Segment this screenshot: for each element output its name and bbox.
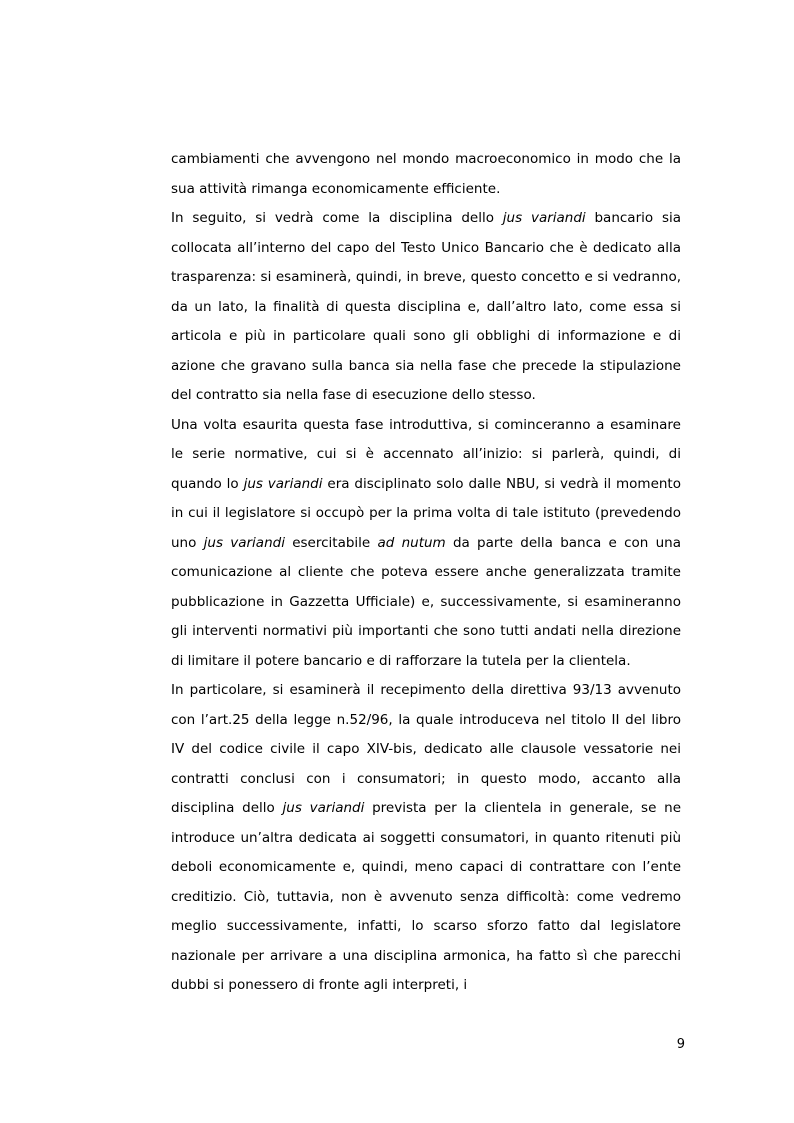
italic-term: jus variandi (243, 475, 323, 492)
text-run: Una volta esaurita questa fase introduttiva, si cominceranno a esaminare le serie normative, cui si è accennato all’inizio: si parlerà, quindi, di quando lo (171, 416, 681, 492)
paragraph (171, 145, 681, 204)
page-number: 9 (676, 1037, 685, 1052)
paragraph (171, 204, 681, 411)
italic-term: jus variandi (282, 800, 365, 816)
text-run: In particolare, si esaminerà il recepimento della direttiva 93/13 avvenuto con l’art.25 della legge n.52/96, la quale introduceva nel titolo II del libro IV del codice civile il capo XIV-bis, dedicato alle clausole vessatorie nei contratti conclusi con i consumatori; in questo modo, accanto alla disciplina dello (171, 682, 681, 816)
italic-term: jus variandi (203, 534, 285, 551)
text-run: da parte della banca e con una comunicazione al cliente che poteva essere anche generalizzata tramite pubblicazione in Gazzetta Ufficiale) e, successivamente, si esamineranno gli interventi normativi più importanti che sono tutti andati nella direzione di limitare il potere bancario e di rafforzare la tutela per la clientela. (171, 534, 682, 669)
text-run: bancario sia collocata all’interno del capo del Testo Unico Bancario che è dedicato alla trasparenza: si esaminerà, quindi, in breve, questo concetto e si vedranno, da un lato, la finalità di questa disciplina e, dall’altro lato, come essa si articola e più in particolare quali sono gli obblighi di informazione e di azione che gravano sulla banca sia nella fase che precede la stipulazione del contratto sia nella fase di esecuzione dello stesso. (171, 210, 682, 403)
text-run: cambiamenti che avvengono nel mondo macroeconomico in modo che la sua attività rimanga economicamente efficiente. (171, 151, 681, 197)
body-text (171, 145, 681, 1001)
text-run: prevista per la clientela in generale, se ne introduce un’altra dedicata ai soggetti consumatori, in quanto ritenuti più deboli economicamente e, quindi, meno capaci di contrattare con l’ente creditizio. Ciò, tuttavia, non è avvenuto senza difficoltà: come vedremo meglio successivamente, infatti, lo scarso sforzo fatto dal legislatore nazionale per arrivare a una disciplina armonica, ha fatto sì che parecchi dubbi si ponessero di fronte agli interpreti, i (171, 800, 681, 993)
text-run: era disciplinato solo dalle NBU, si vedrà il momento in cui il legislatore si occupò per la prima volta di tale istituto (prevedendo uno (171, 475, 681, 551)
text-run: In seguito, si vedrà come la disciplina dello (171, 210, 503, 226)
paragraph (171, 411, 681, 677)
text-run: esercitabile (284, 534, 378, 551)
paragraph (171, 676, 681, 1001)
italic-term: jus variandi (502, 210, 586, 226)
italic-term: ad nutum (377, 534, 446, 551)
